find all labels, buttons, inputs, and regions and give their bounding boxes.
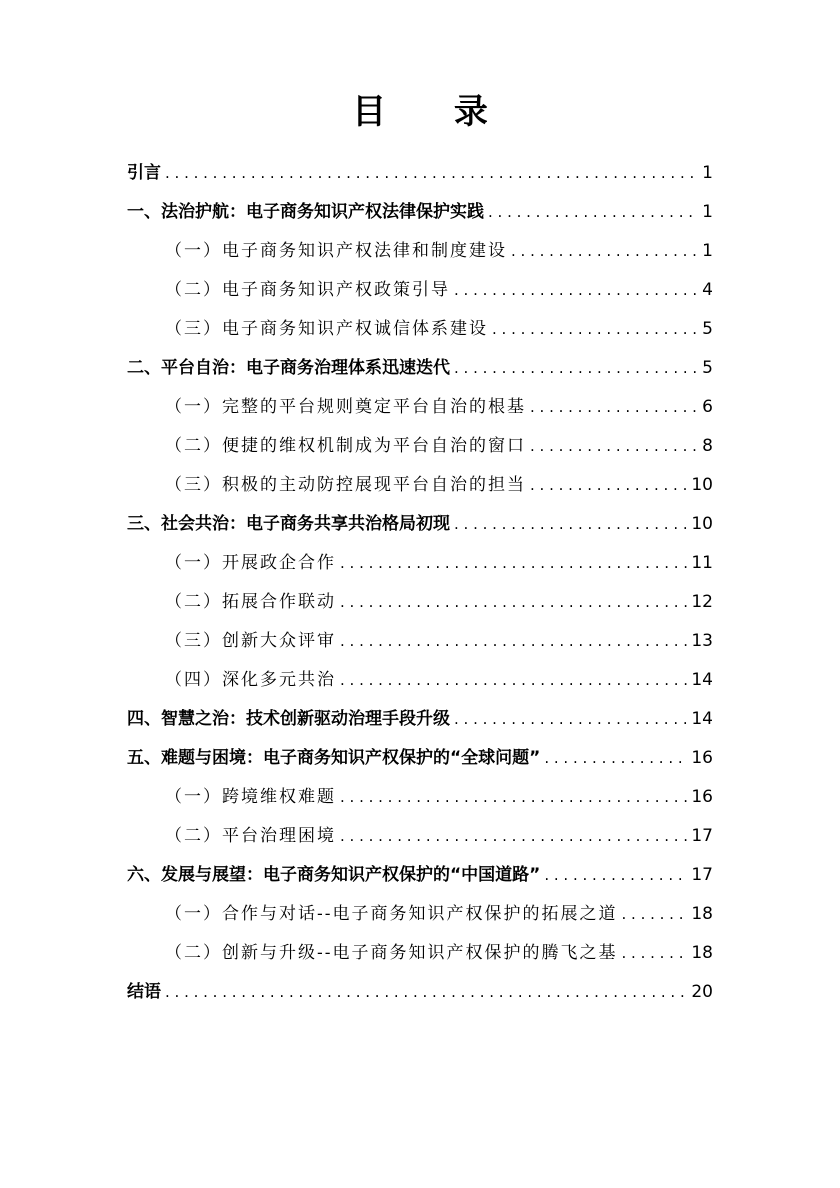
dot-leader — [488, 201, 698, 223]
toc-entry-title: 二、平台自治：电子商务治理体系迅速迭代 — [127, 358, 450, 378]
toc-entry[interactable] — [165, 271, 713, 301]
toc-entry-page: 1 — [702, 202, 713, 222]
dot-leader — [530, 474, 687, 496]
toc-entry-title: （二）平台治理困境 — [165, 826, 336, 846]
toc-entry[interactable] — [165, 934, 713, 964]
dot-leader — [340, 786, 687, 808]
toc-entry[interactable] — [165, 427, 713, 457]
toc-entry-page: 18 — [691, 943, 713, 963]
toc-entry[interactable] — [127, 973, 713, 1003]
toc-entry[interactable] — [127, 856, 713, 886]
toc-entry-page: 8 — [702, 436, 713, 456]
toc-entry[interactable] — [127, 349, 713, 379]
toc-entry-page: 17 — [691, 865, 713, 885]
dot-leader — [454, 357, 698, 379]
toc-entry[interactable] — [165, 388, 713, 418]
dot-leader — [544, 747, 687, 769]
toc-entry-page: 5 — [702, 358, 713, 378]
toc-entry-title: （二）创新与升级--电子商务知识产权保护的腾飞之基 — [165, 943, 618, 963]
toc-entry-page: 20 — [691, 982, 713, 1002]
toc-entry[interactable] — [165, 232, 713, 262]
toc-entry-page: 12 — [691, 592, 713, 612]
toc-entry-page: 11 — [691, 553, 713, 573]
toc-entry[interactable] — [127, 505, 713, 535]
toc-entry-title: （一）合作与对话--电子商务知识产权保护的拓展之道 — [165, 904, 618, 924]
toc-entry[interactable] — [165, 817, 713, 847]
toc-entry-title: 结语 — [127, 982, 161, 1002]
dot-leader — [454, 279, 698, 301]
dot-leader — [622, 903, 688, 925]
toc-entry-title: 引言 — [127, 163, 161, 183]
toc-entry-title: 五、难题与困境：电子商务知识产权保护的“全球问题” — [127, 748, 541, 768]
toc-entry-title: （一）跨境维权难题 — [165, 787, 336, 807]
toc-entry[interactable] — [165, 583, 713, 613]
toc-entry[interactable] — [165, 466, 713, 496]
toc-entry-title: （一）完整的平台规则奠定平台自治的根基 — [165, 397, 526, 417]
toc-entry-title: （二）拓展合作联动 — [165, 592, 336, 612]
toc-entry[interactable] — [165, 778, 713, 808]
page-title: 目 录 — [352, 92, 516, 132]
dot-leader — [544, 864, 687, 886]
toc-entry-page: 13 — [691, 631, 713, 651]
dot-leader — [340, 669, 687, 691]
toc-entry-page: 1 — [702, 163, 713, 183]
dot-leader — [454, 708, 687, 730]
dot-leader — [165, 981, 687, 1003]
toc-entry-title: 三、社会共治：电子商务共享共治格局初现 — [127, 514, 450, 534]
toc-entry-title: （一）电子商务知识产权法律和制度建设 — [165, 241, 507, 261]
toc-entry-title: 一、法治护航：电子商务知识产权法律保护实践 — [127, 202, 484, 222]
toc-entry[interactable] — [127, 193, 713, 223]
toc-entry-page: 18 — [691, 904, 713, 924]
toc-entry-page: 10 — [691, 514, 713, 534]
toc-entry-title: 四、智慧之治：技术创新驱动治理手段升级 — [127, 709, 450, 729]
dot-leader — [165, 162, 698, 184]
toc-entry[interactable] — [165, 310, 713, 340]
dot-leader — [530, 396, 698, 418]
dot-leader — [340, 552, 687, 574]
dot-leader — [340, 630, 687, 652]
toc-entry-page: 17 — [691, 826, 713, 846]
toc-entry-title: （二）电子商务知识产权政策引导 — [165, 280, 450, 300]
toc-entry-title: （四）深化多元共治 — [165, 670, 336, 690]
toc-entry[interactable] — [127, 700, 713, 730]
toc-entry-title: （一）开展政企合作 — [165, 553, 336, 573]
toc-entry-page: 6 — [702, 397, 713, 417]
toc-entry[interactable] — [165, 622, 713, 652]
toc-entry-title: （三）创新大众评审 — [165, 631, 336, 651]
toc-entry[interactable] — [127, 154, 713, 184]
dot-leader — [622, 942, 688, 964]
toc-entry-page: 4 — [702, 280, 713, 300]
toc-entry-title: （三）电子商务知识产权诚信体系建设 — [165, 319, 488, 339]
toc-entry-title: （二）便捷的维权机制成为平台自治的窗口 — [165, 436, 526, 456]
dot-leader — [340, 591, 687, 613]
dot-leader — [492, 318, 698, 340]
toc-entry-title: 六、发展与展望：电子商务知识产权保护的“中国道路” — [127, 865, 541, 885]
toc-entry[interactable] — [165, 661, 713, 691]
toc-entry[interactable] — [165, 895, 713, 925]
toc-entry-page: 10 — [691, 475, 713, 495]
toc-entry[interactable] — [127, 739, 713, 769]
dot-leader — [454, 513, 687, 535]
toc-entry-title: （三）积极的主动防控展现平台自治的担当 — [165, 475, 526, 495]
dot-leader — [511, 240, 698, 262]
toc-entry-page: 14 — [691, 709, 713, 729]
toc-entry-page: 14 — [691, 670, 713, 690]
toc-entry-page: 1 — [702, 241, 713, 261]
toc-entry-page: 16 — [691, 787, 713, 807]
dot-leader — [530, 435, 698, 457]
toc-entry-page: 5 — [702, 319, 713, 339]
dot-leader — [340, 825, 687, 847]
toc-entry-page: 16 — [691, 748, 713, 768]
toc-entry[interactable] — [165, 544, 713, 574]
